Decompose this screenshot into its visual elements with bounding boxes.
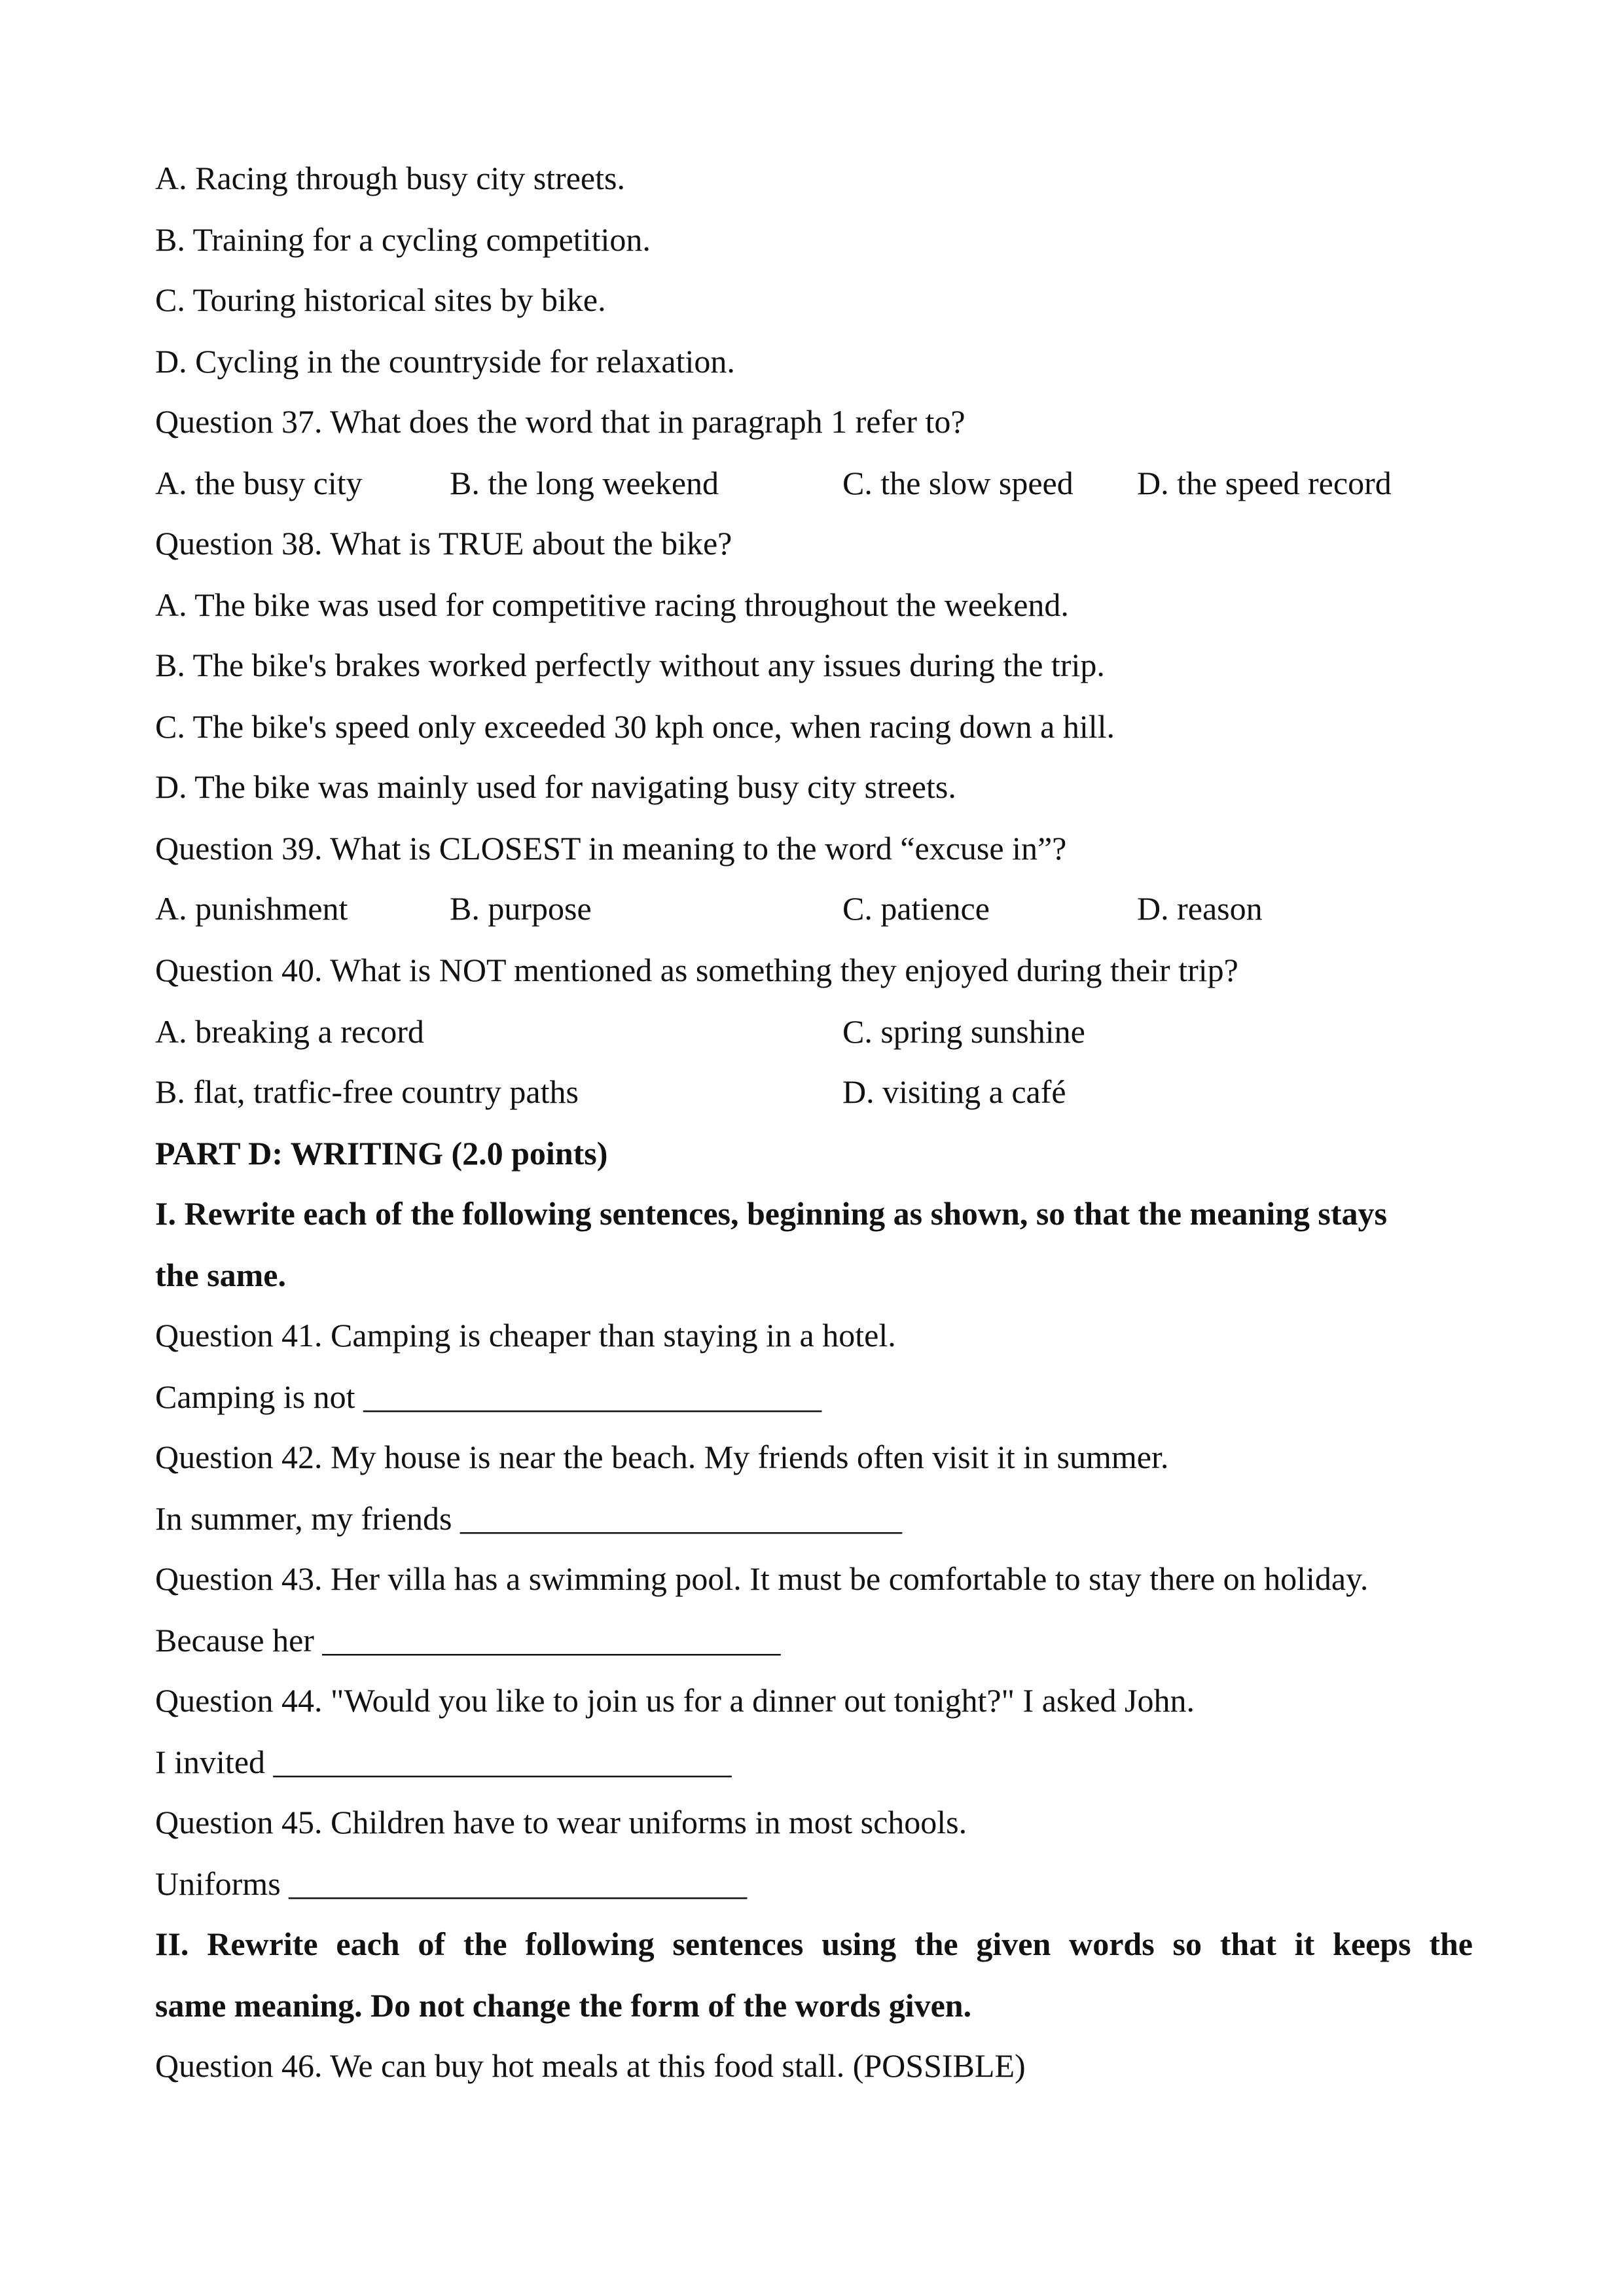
section-2-instruction-line2: same meaning. Do not change the form of the words given. [155,1987,972,2024]
q40-option-b: B. flat, tratfic-free country paths [155,1073,579,1110]
q41-answer-line[interactable] [155,1377,1477,1416]
q41-answer-blank[interactable]: ____________________________ [363,1378,822,1415]
q37-question: Question 37. What does the word that in paragraph 1 refer to? [155,403,965,440]
section-2-instruction-line1: II. Rewrite each of the following sentences using the given words so that it keeps the [155,1926,1473,1962]
q36-option-d: D. Cycling in the countryside for relaxation. [155,343,735,380]
part-d-title: PART D: WRITING (2.0 points) [155,1135,608,1172]
q37-option-a: A. the busy city [155,465,363,501]
q44-question: Question 44. "Would you like to join us for a dinner out tonight?" I asked John. [155,1682,1195,1719]
q43-answer-blank[interactable]: ____________________________ [322,1622,781,1659]
q39-option-b: B. purpose [450,890,592,927]
q39-option-c: C. patience [842,890,990,927]
q37-option-c: C. the slow speed [842,465,1074,501]
q38-question: Question 38. What is TRUE about the bike? [155,525,732,562]
q38-option-c: C. The bike's speed only exceeded 30 kph once, when racing down a hill. [155,708,1115,745]
q41-prompt: Camping is not [155,1378,364,1415]
q36-option-b: B. Training for a cycling competition. [155,221,651,258]
q43-answer-line[interactable] [155,1621,1477,1660]
q45-answer-blank[interactable]: ____________________________ [289,1865,748,1902]
section-1-instruction-line1: I. Rewrite each of the following sentences, beginning as shown, so that the meaning stays [155,1195,1387,1232]
q44-prompt: I invited [155,1744,274,1780]
q45-prompt: Uniforms [155,1865,289,1902]
q41-question: Question 41. Camping is cheaper than staying in a hotel. [155,1317,896,1354]
q44-answer-blank[interactable]: ____________________________ [273,1744,732,1780]
q38-option-b: B. The bike's brakes worked perfectly without any issues during the trip. [155,647,1105,683]
q36-option-a: A. Racing through busy city streets. [155,160,625,196]
q42-prompt: In summer, my friends [155,1500,460,1537]
q36-option-c: C. Touring historical sites by bike. [155,281,606,318]
q39-option-a: A. punishment [155,890,348,927]
q44-answer-line[interactable] [155,1742,1477,1782]
q38-option-a: A. The bike was used for competitive racing throughout the weekend. [155,586,1069,623]
q37-option-d: D. the speed record [1137,465,1392,501]
q46-question: Question 46. We can buy hot meals at this food stall. (POSSIBLE) [155,2047,1026,2084]
q43-question: Question 43. Her villa has a swimming pool. It must be comfortable to stay there on holiday. [155,1560,1369,1597]
q40-question: Question 40. What is NOT mentioned as something they enjoyed during their trip? [155,952,1238,988]
q42-question: Question 42. My house is near the beach. My friends often visit it in summer. [155,1439,1169,1475]
section-1-instruction-line2: the same. [155,1257,286,1293]
q42-answer-line[interactable] [155,1499,1477,1538]
q40-option-c: C. spring sunshine [842,1013,1085,1050]
q40-option-a: A. breaking a record [155,1013,424,1050]
q40-option-d: D. visiting a café [842,1073,1066,1110]
q37-option-b: B. the long weekend [450,465,719,501]
q38-option-d: D. The bike was mainly used for navigating busy city streets. [155,768,956,805]
q45-question: Question 45. Children have to wear uniforms in most schools. [155,1804,967,1840]
q43-prompt: Because her [155,1622,323,1659]
q39-question: Question 39. What is CLOSEST in meaning to the word “excuse in”? [155,830,1067,867]
q42-answer-blank[interactable]: ___________________________ [460,1500,902,1537]
q45-answer-line[interactable] [155,1864,1477,1903]
q39-option-d: D. reason [1137,890,1263,927]
